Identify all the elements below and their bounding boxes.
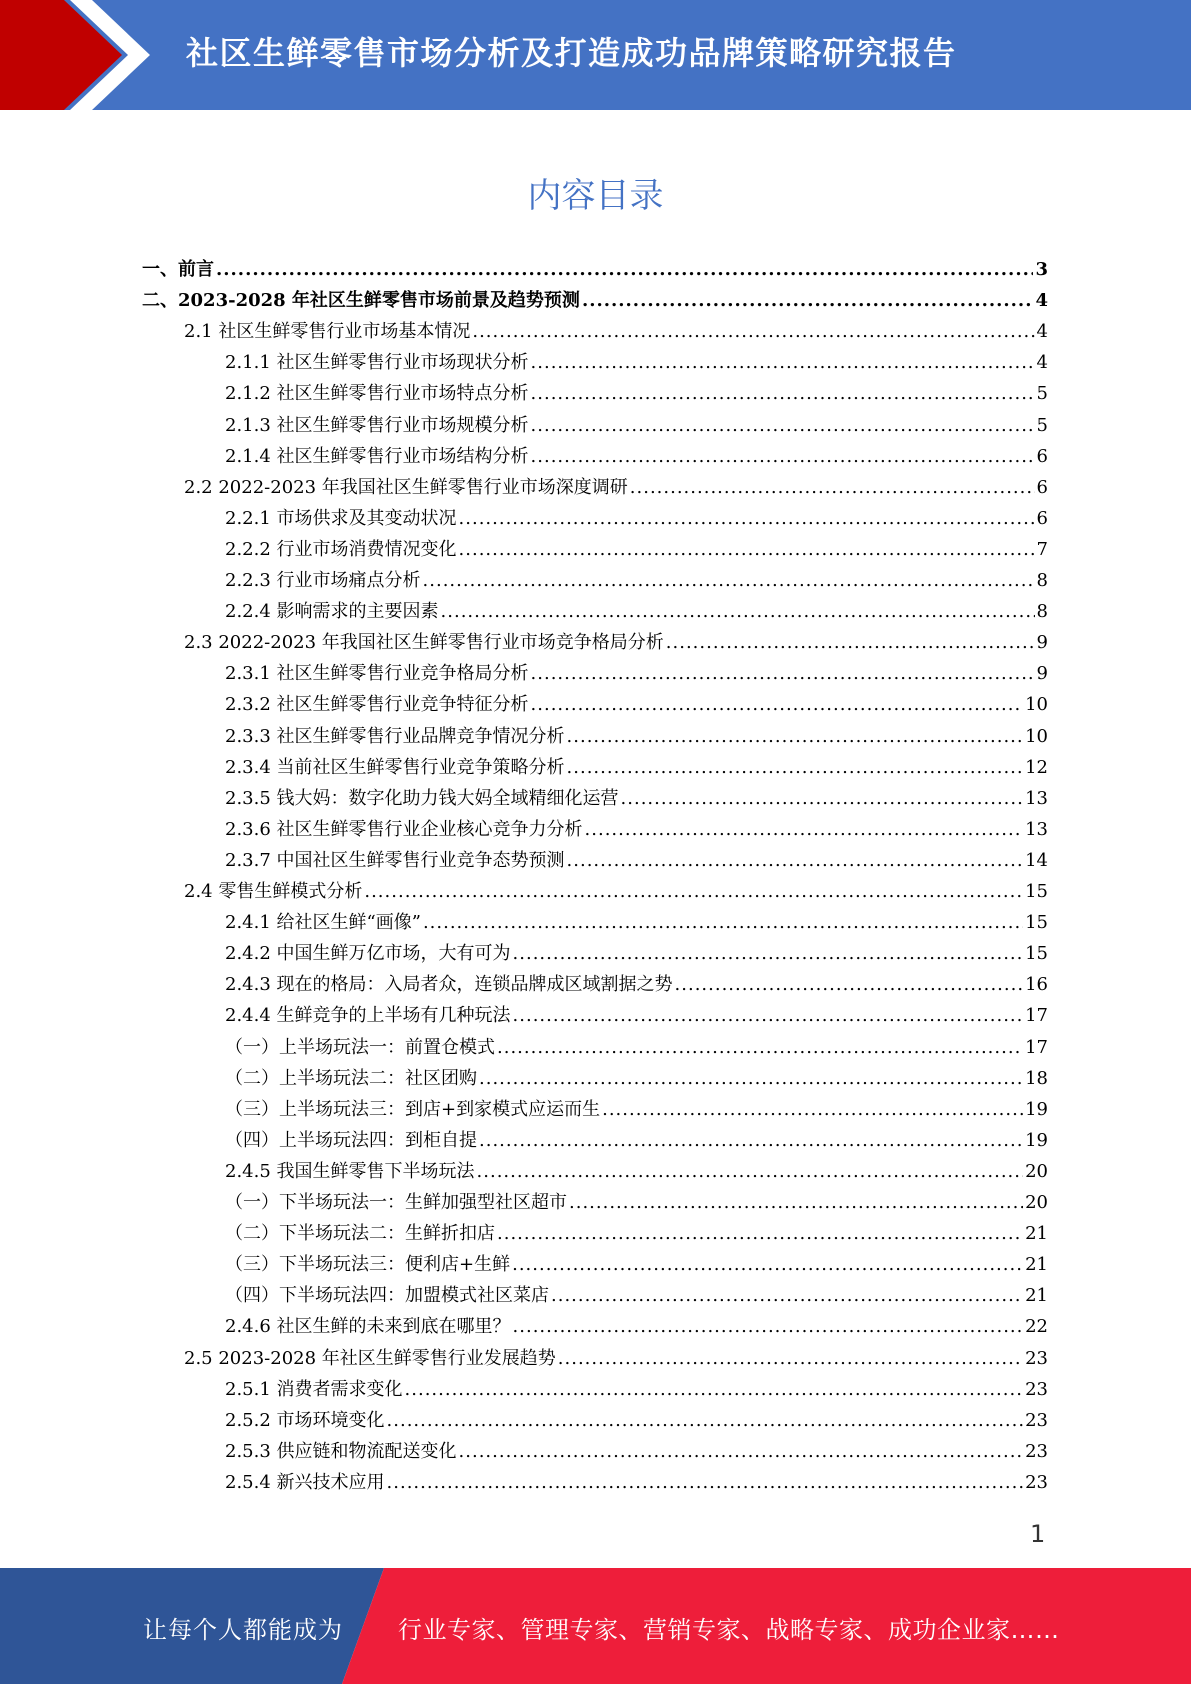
toc-entry-page: 13 [1025, 787, 1048, 809]
toc-entry-title: 2.2.1 市场供求及其变动状况 [225, 507, 457, 529]
toc-entry[interactable] [225, 565, 1048, 596]
toc-entry[interactable] [184, 472, 1048, 503]
toc-entry-title: （二）下半场玩法二：生鲜折扣店 [225, 1223, 495, 1245]
toc-dot-leader [551, 1280, 1023, 1311]
footer-slogan-right: 行业专家、管理专家、营销专家、战略专家、成功企业家…… [398, 1616, 1060, 1644]
toc-entry-title: 一、前言 [142, 259, 214, 280]
toc-entry-page: 6 [1036, 445, 1048, 467]
toc-dot-leader [459, 534, 1035, 565]
toc-entry[interactable] [225, 378, 1048, 409]
toc-entry[interactable] [225, 1249, 1048, 1280]
toc-entry-title: 2.4.4 生鲜竞争的上半场有几种玩法 [225, 1005, 511, 1027]
toc-entry-title: 二、2023-2028 年社区生鲜零售市场前景及趋势预测 [142, 290, 580, 312]
toc-entry-page: 16 [1025, 974, 1048, 996]
toc-entry-page: 20 [1025, 1192, 1048, 1213]
toc-entry-page: 23 [1025, 1471, 1048, 1493]
toc-entry-title: 2.1.1 社区生鲜零售行业市场现状分析 [225, 352, 529, 374]
toc-entry[interactable] [225, 845, 1048, 876]
toc-entry-page: 20 [1025, 1160, 1048, 1182]
toc-entry[interactable] [225, 1374, 1048, 1405]
toc-dot-leader [423, 907, 1023, 938]
header-banner [0, 0, 1191, 110]
toc-dot-leader [216, 254, 1033, 285]
toc-entry-page: 18 [1025, 1067, 1048, 1089]
toc-entry-page: 23 [1025, 1409, 1048, 1431]
page-number: 1 [1030, 1520, 1046, 1548]
toc-dot-leader [387, 1405, 1024, 1436]
toc-entry[interactable] [225, 1467, 1048, 1498]
toc-entry-title: （一）上半场玩法一：前置仓模式 [225, 1036, 495, 1058]
toc-entry-page: 8 [1036, 601, 1048, 623]
toc-dot-leader [585, 814, 1024, 845]
toc-dot-leader [479, 1063, 1023, 1094]
toc-entry-title: 2.5.2 市场环境变化 [225, 1409, 385, 1431]
toc-dot-leader [569, 1187, 1023, 1218]
toc-entry-page: 6 [1036, 507, 1048, 529]
toc-entry-title: （三）上半场玩法三：到店+到家模式应运而生 [225, 1098, 601, 1120]
toc-dot-leader [405, 1374, 1024, 1405]
toc-entry[interactable] [142, 285, 1048, 316]
toc-entry-page: 15 [1025, 881, 1048, 902]
toc-entry[interactable] [225, 1125, 1048, 1156]
toc-entry-title: 2.3 2022-2023 年我国社区生鲜零售行业市场竞争格局分析 [184, 632, 664, 654]
toc-entry[interactable] [184, 627, 1048, 658]
toc-entry[interactable] [184, 316, 1048, 347]
footer-slogan-left: 让每个人都能成为 [143, 1616, 343, 1644]
toc-entry[interactable] [225, 1000, 1048, 1031]
toc-entry-title: 2.1.2 社区生鲜零售行业市场特点分析 [225, 383, 529, 405]
toc-entry-title: 2.4.1 给社区生鲜“画像” [225, 912, 421, 934]
toc-dot-leader [472, 316, 1034, 347]
toc-entry[interactable] [225, 1405, 1048, 1436]
toc-dot-leader [602, 1094, 1023, 1125]
report-title: 社区生鲜零售市场分析及打造成功品牌策略研究报告 [186, 34, 957, 72]
toc-entry-page: 4 [1035, 290, 1048, 312]
toc-entry-page: 3 [1035, 259, 1048, 280]
toc-entry-title: 2.4.5 我国生鲜零售下半场玩法 [225, 1160, 475, 1182]
toc-entry-title: （二）上半场玩法二：社区团购 [225, 1067, 477, 1089]
toc-entry-title: 2.2 2022-2023 年我国社区生鲜零售行业市场深度调研 [184, 476, 628, 498]
toc-dot-leader [497, 1218, 1023, 1249]
toc-entry[interactable] [184, 876, 1048, 907]
toc-entry[interactable] [225, 503, 1048, 534]
toc-entry-title: 2.3.4 当前社区生鲜零售行业竞争策略分析 [225, 756, 565, 778]
toc-entry[interactable] [225, 1280, 1048, 1311]
toc-entry[interactable] [225, 658, 1048, 689]
toc-entry-page: 14 [1025, 849, 1048, 871]
toc-dot-leader [621, 783, 1024, 814]
toc-entry-title: 2.5.4 新兴技术应用 [225, 1471, 385, 1493]
toc-entry-page: 23 [1025, 1378, 1048, 1400]
toc-entry-page: 19 [1025, 1098, 1048, 1120]
toc-entry[interactable] [225, 596, 1048, 627]
toc-entry-page: 13 [1025, 818, 1048, 840]
toc-heading: 内容目录 [527, 176, 664, 216]
toc-entry[interactable] [225, 1436, 1048, 1467]
toc-entry[interactable] [225, 347, 1048, 378]
toc-dot-leader [441, 596, 1035, 627]
toc-dot-leader [531, 441, 1035, 472]
toc-entry[interactable] [225, 783, 1048, 814]
toc-entry-page: 22 [1025, 1316, 1048, 1338]
toc-entry-title: 2.2.2 行业市场消费情况变化 [225, 538, 457, 560]
toc-entry-page: 15 [1025, 943, 1048, 965]
toc-entry-title: 2.3.5 钱大妈：数字化助力钱大妈全域精细化运营 [225, 787, 619, 809]
toc-entry-title: 2.5.3 供应链和物流配送变化 [225, 1440, 457, 1462]
toc-entry-title: 2.5 2023-2028 年社区生鲜零售行业发展趋势 [184, 1347, 556, 1369]
toc-entry-title: 2.3.2 社区生鲜零售行业竞争特征分析 [225, 694, 529, 716]
toc-entry[interactable] [225, 907, 1048, 938]
toc-entry-page: 10 [1025, 694, 1048, 716]
toc-dot-leader [531, 658, 1035, 689]
toc-dot-leader [513, 1311, 1024, 1342]
toc-dot-leader [459, 1436, 1024, 1467]
toc-entry[interactable] [225, 1063, 1048, 1094]
toc-dot-leader [558, 1343, 1023, 1374]
toc-entry-page: 5 [1036, 414, 1048, 436]
toc-dot-leader [567, 752, 1024, 783]
toc-entry-page: 9 [1036, 663, 1048, 685]
toc-entry-page: 4 [1036, 321, 1048, 343]
toc-entry-page: 19 [1025, 1129, 1048, 1151]
toc-entry[interactable] [225, 969, 1048, 1000]
toc-entry-title: 2.1.3 社区生鲜零售行业市场规模分析 [225, 414, 529, 436]
toc-dot-leader [531, 378, 1035, 409]
toc-dot-leader [459, 503, 1035, 534]
toc-entry-page: 9 [1036, 632, 1048, 654]
toc-entry[interactable] [225, 1156, 1048, 1187]
toc-entry[interactable] [225, 534, 1048, 565]
toc-entry-title: （四）下半场玩法四：加盟模式社区菜店 [225, 1285, 549, 1307]
toc-entry-title: 2.4.2 中国生鲜万亿市场，大有可为 [225, 943, 511, 965]
toc-dot-leader [531, 410, 1035, 441]
toc-dot-leader [477, 1156, 1024, 1187]
toc-entry-page: 23 [1025, 1440, 1048, 1462]
toc-entry-page: 10 [1025, 725, 1048, 747]
toc-entry[interactable] [225, 1032, 1048, 1063]
toc-entry-title: 2.4.3 现在的格局：入局者众，连锁品牌成区域割据之势 [225, 974, 673, 996]
toc-dot-leader [513, 1000, 1024, 1031]
toc-entry[interactable] [225, 752, 1048, 783]
toc-dot-leader [531, 689, 1024, 720]
toc-dot-leader [364, 876, 1023, 907]
toc-entry[interactable] [225, 410, 1048, 441]
toc-entry[interactable] [225, 721, 1048, 752]
toc-entry-title: 2.4 零售生鲜模式分析 [184, 881, 363, 902]
toc-entry-title: （一）下半场玩法一：生鲜加强型社区超市 [225, 1192, 567, 1213]
toc-entry[interactable] [225, 1218, 1048, 1249]
footer-banner [0, 1568, 1191, 1684]
toc-entry[interactable] [225, 441, 1048, 472]
toc-dot-leader [513, 938, 1024, 969]
toc-entry-page: 17 [1025, 1036, 1048, 1058]
toc-dot-leader [567, 845, 1024, 876]
toc-dot-leader [666, 627, 1035, 658]
toc-entry-page: 7 [1036, 538, 1048, 560]
toc-entry-page: 21 [1025, 1254, 1048, 1276]
toc-dot-leader [497, 1032, 1023, 1063]
toc-entry-title: （三）下半场玩法三：便利店+生鲜 [225, 1254, 511, 1276]
toc-dot-leader [512, 1249, 1023, 1280]
toc-entry-page: 5 [1036, 383, 1048, 405]
toc-entry-page: 12 [1025, 756, 1048, 778]
toc-entry-page: 21 [1025, 1285, 1048, 1307]
toc-dot-leader [567, 721, 1024, 752]
toc-entry-title: 2.1 社区生鲜零售行业市场基本情况 [184, 321, 471, 343]
toc-dot-leader [675, 969, 1024, 1000]
toc-entry-title: 2.3.7 中国社区生鲜零售行业竞争态势预测 [225, 849, 565, 871]
toc-entry-page: 23 [1025, 1347, 1048, 1369]
toc-entry-title: 2.5.1 消费者需求变化 [225, 1378, 403, 1400]
toc-entry[interactable] [225, 1187, 1048, 1218]
toc-entry[interactable] [225, 1094, 1048, 1125]
toc-entry[interactable] [142, 254, 1048, 285]
toc-entry-title: 2.4.6 社区生鲜的未来到底在哪里？ [225, 1316, 511, 1338]
toc-entry-title: 2.3.6 社区生鲜零售行业企业核心竞争力分析 [225, 818, 583, 840]
toc-entry[interactable] [225, 938, 1048, 969]
toc-entry-page: 15 [1025, 912, 1048, 934]
toc-dot-leader [387, 1467, 1024, 1498]
toc-entry-title: 2.2.3 行业市场痛点分析 [225, 570, 421, 591]
toc-entry-title: 2.2.4 影响需求的主要因素 [225, 601, 439, 623]
toc-entry-title: 2.1.4 社区生鲜零售行业市场结构分析 [225, 445, 529, 467]
toc-entry[interactable] [225, 689, 1048, 720]
toc-entry-page: 17 [1025, 1005, 1048, 1027]
toc-dot-leader [531, 347, 1035, 378]
toc-entry[interactable] [225, 1311, 1048, 1342]
toc-entry-page: 4 [1036, 352, 1048, 374]
toc-entry[interactable] [225, 814, 1048, 845]
toc-entry-page: 6 [1036, 476, 1048, 498]
toc-dot-leader [582, 285, 1034, 316]
toc-entry-page: 8 [1036, 570, 1048, 591]
toc-entry-title: 2.3.3 社区生鲜零售行业品牌竞争情况分析 [225, 725, 565, 747]
toc-entry-title: 2.3.1 社区生鲜零售行业竞争格局分析 [225, 663, 529, 685]
toc-dot-leader [423, 565, 1035, 596]
toc-dot-leader [479, 1125, 1023, 1156]
toc-entry[interactable] [184, 1343, 1048, 1374]
toc-entry-page: 21 [1025, 1223, 1048, 1245]
toc-dot-leader [630, 472, 1035, 503]
toc-entry-title: （四）上半场玩法四：到柜自提 [225, 1129, 477, 1151]
